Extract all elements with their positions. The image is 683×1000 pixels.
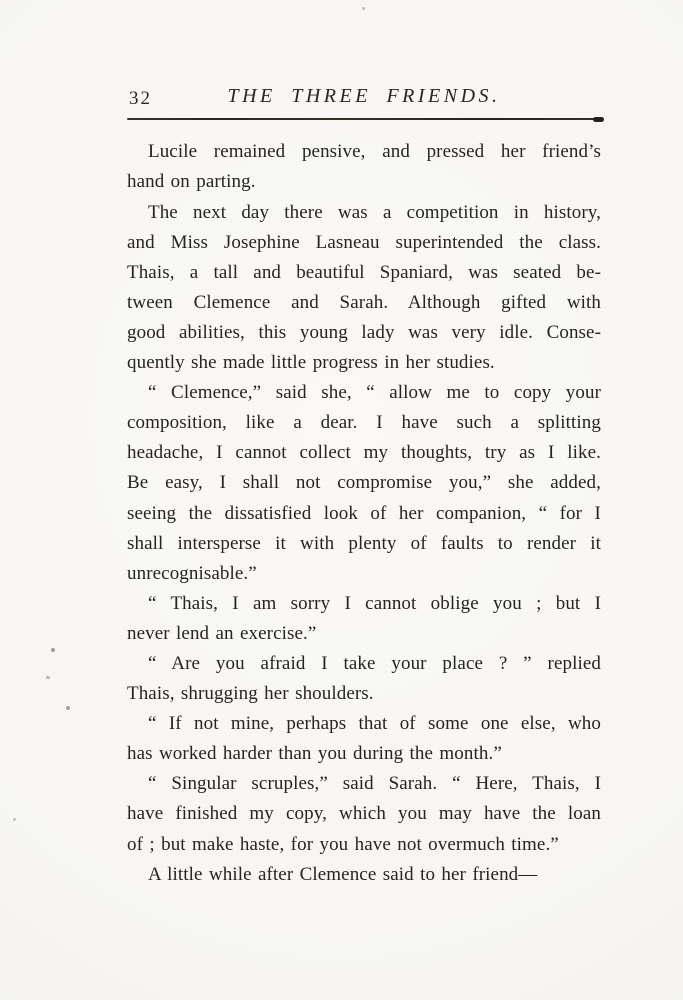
running-title: THE THREE FRIENDS. (227, 85, 501, 107)
scan-speck (13, 818, 16, 821)
text-line: “ If not mine, perhaps that of some one else, who (148, 713, 601, 735)
text-line: have finished my copy, which you may have the loan (127, 803, 601, 825)
text-line: unrecognisable.” (127, 562, 257, 584)
text-line: A little while after Clemence said to her friend— (148, 863, 538, 885)
text-line: and Miss Josephine Lasneau superintended the class. (127, 231, 601, 253)
text-line: has worked harder than you during the month.” (127, 743, 502, 765)
text-line: seeing the dissatisfied look of her companion, “ for I (127, 502, 601, 524)
text-line: shall intersperse it with plenty of faults to render it (127, 532, 601, 554)
text-line: Thais, a tall and beautiful Spaniard, was seated be- (127, 261, 601, 283)
text-block (127, 84, 601, 890)
text-line: good abilities, this young lady was very idle. Conse- (127, 321, 601, 343)
text-line: quently she made little progress in her studies. (127, 352, 495, 374)
text-line: headache, I cannot collect my thoughts, try as I like. (127, 442, 601, 464)
text-line: “ Singular scruples,” said Sarah. “ Here, Thais, I (148, 773, 601, 795)
text-line: Thais, shrugging her shoulders. (127, 683, 374, 705)
text-line: “ Clemence,” said she, “ allow me to copy your (148, 382, 601, 404)
page-number: 32 (129, 88, 152, 109)
scan-speck (51, 648, 55, 652)
scan-speck (362, 7, 365, 10)
text-line: Be easy, I shall not compromise you,” she added, (127, 472, 601, 494)
scan-speck (66, 706, 70, 710)
text-line: never lend an exercise.” (127, 622, 317, 644)
text-line: “ Thais, I am sorry I cannot oblige you ; but I (148, 592, 601, 614)
scan-speck (46, 675, 51, 679)
text-line: The next day there was a competition in history, (148, 201, 601, 223)
text-line: composition, like a dear. I have such a splitting (127, 412, 601, 434)
text-line: of ; but make haste, for you have not overmuch time.” (127, 833, 559, 855)
text-line: Lucile remained pensive, and pressed her friend’s (148, 141, 601, 163)
text-line: “ Are you afraid I take your place ? ” replied (148, 652, 601, 674)
header-rule (127, 118, 601, 120)
text-line: tween Clemence and Sarah. Although gifted with (127, 291, 601, 313)
body-text (127, 137, 601, 889)
text-line: hand on parting. (127, 171, 256, 193)
page-header (127, 84, 601, 118)
